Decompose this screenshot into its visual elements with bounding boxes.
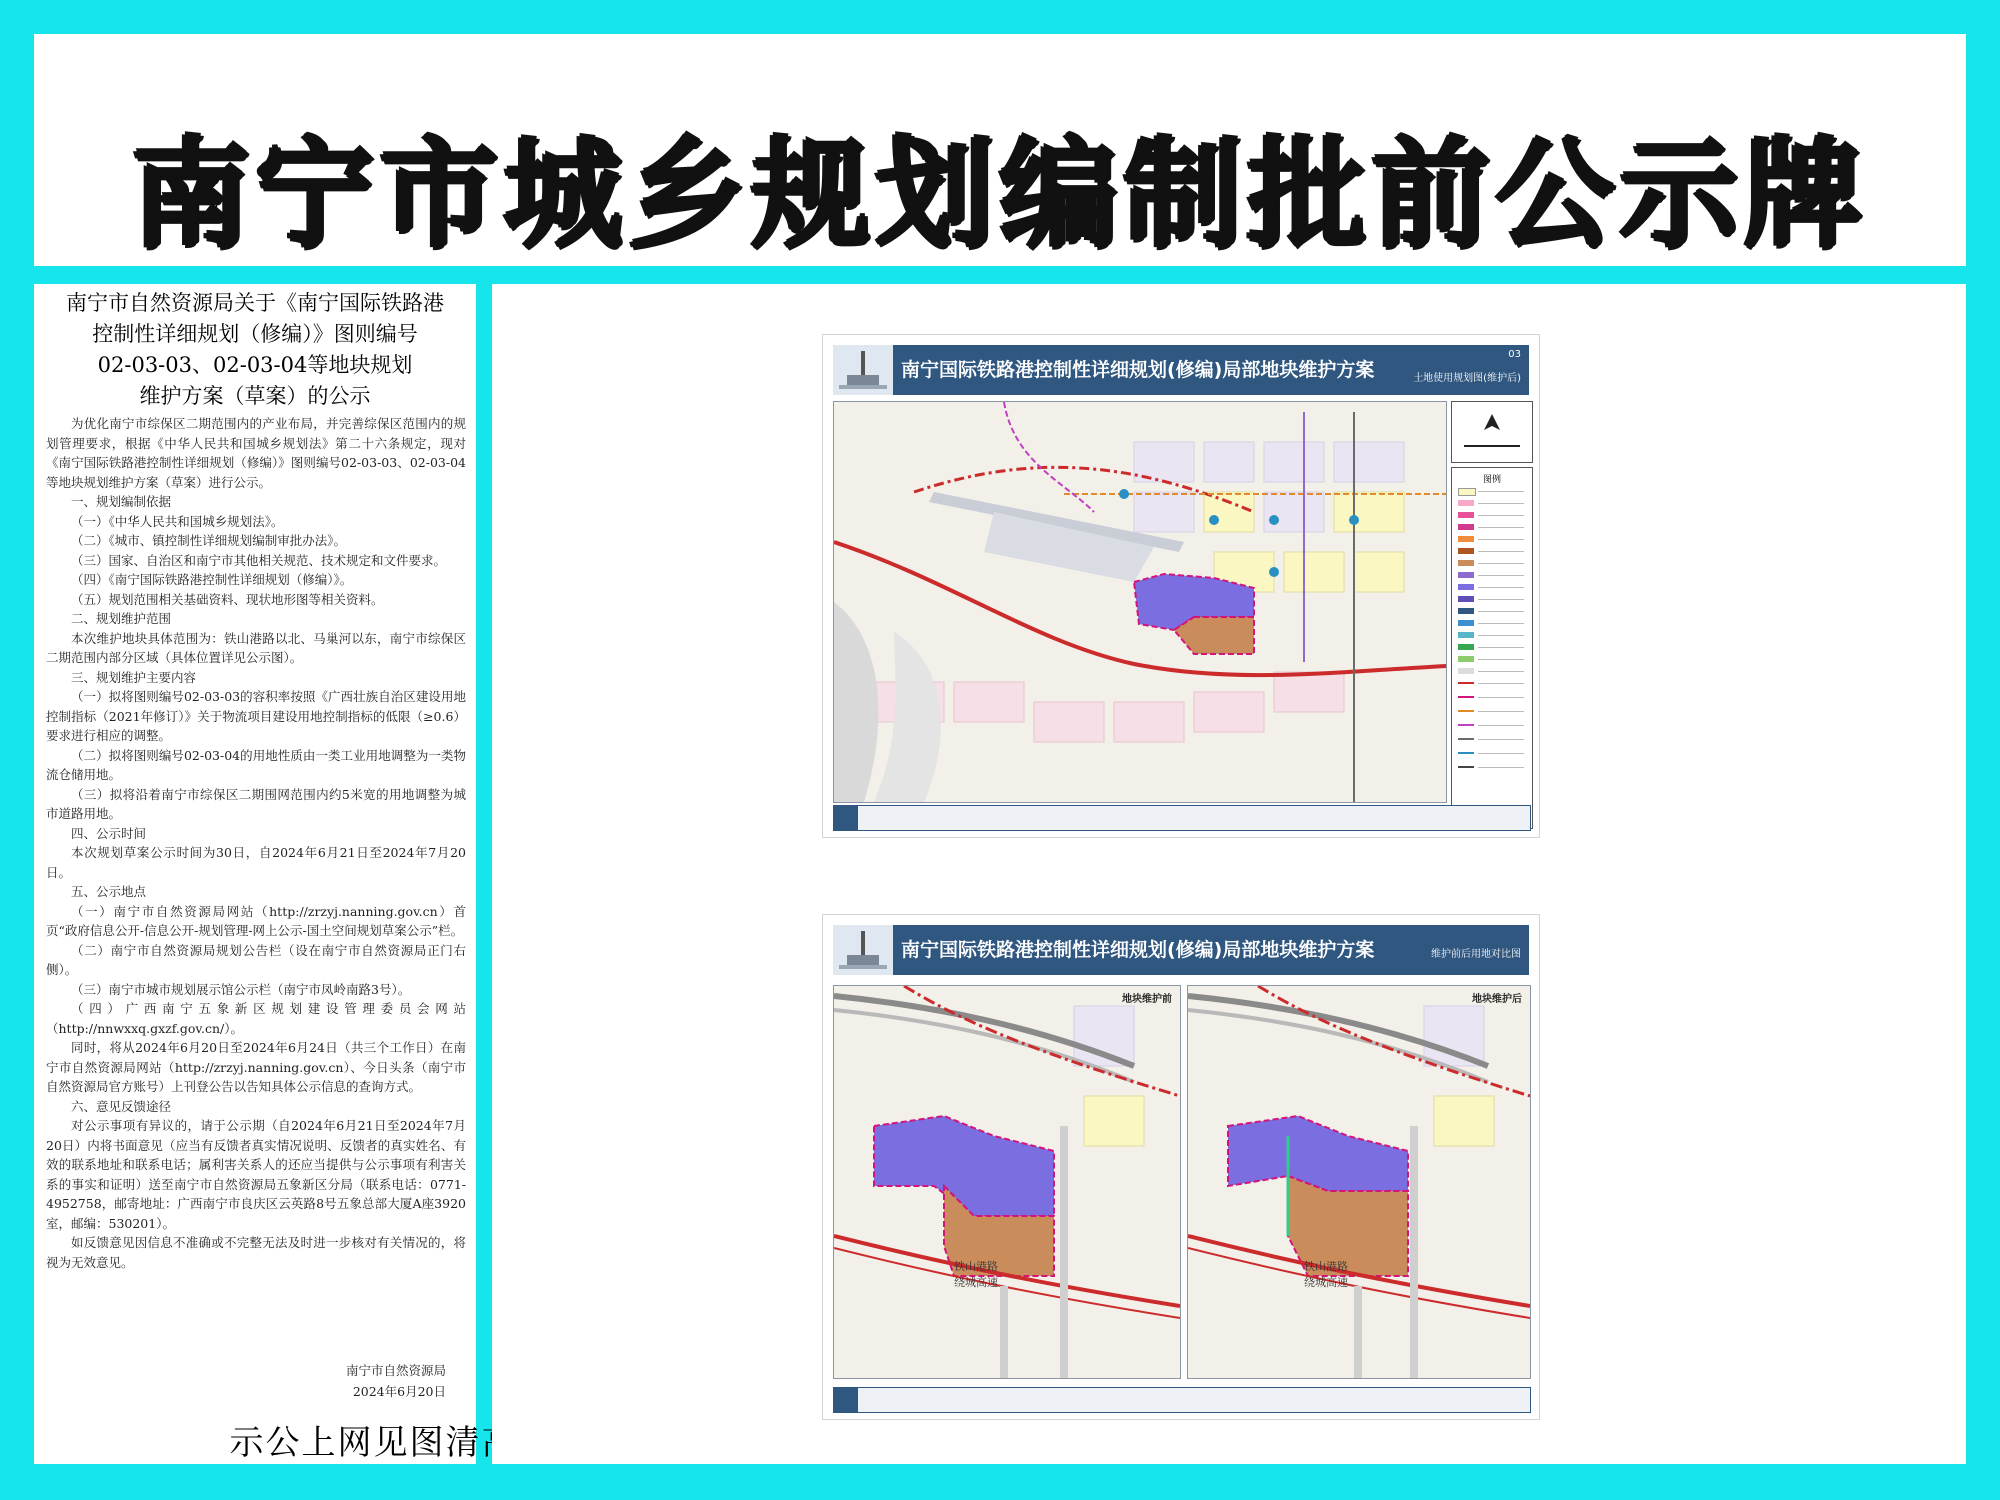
before-map	[833, 985, 1181, 1379]
sheet-subtitle: 土地使用规划图(维护后)	[1413, 373, 1521, 384]
notice-paragraph: （二）南宁市自然资源局规划公告栏（设在南宁市自然资源局正门右侧）。	[46, 942, 466, 977]
notice-paragraph: 为优化南宁市综保区二期范围内的产业布局，并完善综保区范围内的规划管理要求，根据《中华人民共和国城乡规划法》第二十六条规定，现对《南宁国际铁路港控制性详细规划（修编）》图则编号02-03-03、02-03-04等地块规划维护方案（草案）进行公示。	[46, 416, 466, 490]
legend-text-line	[1478, 551, 1524, 552]
land-use-map	[833, 401, 1447, 803]
notice-heading	[52, 288, 458, 412]
legend-text-line	[1478, 599, 1524, 600]
legend-swatch	[1458, 584, 1474, 590]
legend-swatch	[1458, 560, 1474, 566]
sheet-header	[833, 345, 1529, 395]
legend-text-line	[1478, 491, 1524, 492]
legend-text-line	[1478, 671, 1524, 672]
road-label: 绕城高速	[1304, 1276, 1348, 1289]
legend-text-line	[1478, 503, 1524, 504]
section-heading: 一、规划编制依据	[71, 494, 172, 509]
legend-text-line	[1478, 575, 1524, 576]
before-label: 地块维护前	[1122, 994, 1172, 1005]
land-use-map-sheet	[822, 334, 1540, 838]
legend-swatch	[1458, 620, 1474, 626]
notice-panel	[34, 284, 479, 1464]
notice-body	[46, 414, 466, 1272]
maps-panel	[492, 284, 1966, 1464]
compass-scale	[1451, 401, 1533, 463]
legend-text-line	[1478, 767, 1524, 768]
road-label: 绕城高速	[954, 1276, 998, 1289]
legend-swatch	[1458, 548, 1474, 554]
legend-text-line	[1478, 739, 1524, 740]
notice-paragraph: （三）拟将沿着南宁市综保区二期围网范围内约5米宽的用地调整为城市道路用地。	[46, 786, 466, 821]
legend-swatch	[1458, 572, 1474, 578]
section-heading: 二、规划维护范围	[71, 611, 172, 626]
legend-swatch	[1458, 656, 1474, 662]
legend-text-line	[1478, 683, 1524, 684]
before-map-drawing	[834, 986, 1180, 1378]
notice-paragraph: （四）广西南宁五象新区规划建设管理委员会网站（http://nnwxxq.gxzf.gov.cn/）。	[46, 1001, 466, 1036]
notice-paragraph: （二）拟将图则编号02-03-04的用地性质由一类工业用地调整为一类物流仓储用地。	[46, 747, 466, 782]
legend-text-line	[1478, 527, 1524, 528]
legend-swatch	[1458, 512, 1474, 518]
legend-text-line	[1478, 711, 1524, 712]
notice-paragraph: 如反馈意见因信息不准确或不完整无法及时进一步核对有关情况的，将视为无效意见。	[46, 1235, 466, 1270]
legend-swatch	[1458, 524, 1474, 530]
legend-swatch	[1458, 696, 1474, 698]
legend-swatch	[1458, 596, 1474, 602]
notice-paragraph: （三）国家、自治区和南宁市其他相关规范、技术规定和文件要求。	[71, 552, 447, 568]
legend-text-line	[1478, 611, 1524, 612]
sheet-footer	[833, 805, 1531, 831]
legend-swatch	[1458, 500, 1474, 506]
tower-icon	[833, 925, 893, 975]
road-label: 铁山港路	[954, 1260, 998, 1273]
legend-swatch	[1458, 682, 1474, 684]
legend-text-line	[1478, 659, 1524, 660]
legend-text-line	[1478, 725, 1524, 726]
legend-text-line	[1478, 563, 1524, 564]
after-map	[1187, 985, 1531, 1379]
sheet-number: 03	[1508, 349, 1521, 360]
section-heading: 六、意见反馈途径	[71, 1098, 172, 1114]
legend-text-line	[1478, 753, 1524, 754]
hd-online-note: 清图见网上公示	[223, 1424, 479, 1458]
board-title: 南宁市城乡规划编制批前公示牌	[131, 126, 1868, 264]
notice-heading-line: 控制性详细规划（修编）》图则编号	[92, 322, 418, 346]
notice-heading-line: 02-03-03、02-03-04等地块规划	[97, 353, 413, 377]
legend-swatch	[1458, 608, 1474, 614]
notice-paragraph: （一）南宁市自然资源局网站（http://zrzyj.nanning.gov.cn）首页“政府信息公开-信息公开-规划管理-网上公示-国土空间规划草案公示”栏。	[46, 903, 466, 938]
after-label: 地块维护后	[1472, 994, 1522, 1005]
legend-swatch	[1458, 752, 1474, 754]
notice-paragraph: （二）《城市、镇控制性详细规划编制审批办法》。	[71, 533, 347, 548]
comparison-map-sheet	[822, 914, 1540, 1420]
legend-swatch	[1458, 724, 1474, 726]
footer-block	[834, 806, 858, 830]
sheet-title: 南宁国际铁路港控制性详细规划(修编)局部地块维护方案	[901, 939, 1375, 961]
notice-paragraph: （四）《南宁国际铁路港控制性详细规划（修编）》。	[71, 572, 353, 587]
title-panel	[34, 34, 1966, 266]
north-arrow-icon	[1452, 402, 1532, 462]
notice-paragraph: （三）南宁市城市规划展示馆公示栏（南宁市凤岭南路3号）。	[71, 981, 411, 997]
notice-paragraph: 同时，将从2024年6月20日至2024年6月24日（共三个工作日）在南宁市自然资源局网站（http://zrzyj.nanning.gov.cn）、今日头条（南宁市自然资源局官方账号）上刊登公告以告知具体公示信息的查询方式。	[46, 1040, 466, 1094]
notice-heading-line: 维护方案（草案）的公示	[139, 384, 371, 408]
legend-text-line	[1478, 623, 1524, 624]
railway-port-logo	[833, 925, 893, 975]
legend-title: 图例	[1482, 475, 1501, 485]
legend-text-line	[1478, 539, 1524, 540]
notice-paragraph: 对公示事项有异议的，请于公示期（自2024年6月21日至2024年7月20日）内将书面意见（应当有反馈者真实情况说明、反馈者的真实姓名、有效的联系地址和联系电话；属利害关系人的还应当提供与公示事项有利害关系的事实和证明）送至南宁市自然资源局五象新区分局（联系电话：0771-4952758，邮寄地址：广西南宁市良庆区云英路8号五象总部大厦A座3920室，邮编：530201）。	[46, 1118, 466, 1231]
notice-paragraph: （五）规划范围相关基础资料、现状地形图等相关资料。	[71, 591, 384, 607]
tower-icon	[833, 345, 893, 395]
legend-swatch	[1458, 644, 1474, 650]
legend-text-line	[1478, 647, 1524, 648]
sheet-header	[833, 925, 1529, 975]
map-legend	[1451, 467, 1533, 829]
section-heading: 五、公示地点	[71, 884, 147, 899]
legend-swatch	[1458, 632, 1474, 638]
legend-text-line	[1478, 635, 1524, 636]
legend-swatch	[1458, 668, 1474, 674]
after-map-drawing	[1188, 986, 1530, 1378]
railway-port-logo	[833, 345, 893, 395]
notice-paragraph: 本次规划草案公示时间为30日，自2024年6月21日至2024年7月20日。	[46, 845, 466, 880]
legend-swatch	[1458, 710, 1474, 712]
section-heading: 四、公示时间	[71, 825, 147, 841]
notice-paragraph: （一）《中华人民共和国城乡规划法》。	[71, 513, 284, 529]
sheet-footer	[833, 1387, 1531, 1413]
section-heading: 三、规划维护主要内容	[71, 669, 197, 685]
legend-swatch	[1458, 536, 1474, 542]
signature-date: 2024年6月20日	[352, 1384, 446, 1399]
legend-swatch	[1458, 766, 1474, 768]
legend-text-line	[1478, 697, 1524, 698]
signature-org: 南宁市自然资源局	[345, 1363, 446, 1378]
sheet-subtitle: 维护前后用地对比图	[1431, 949, 1521, 960]
legend-text-line	[1478, 587, 1524, 588]
land-use-map-drawing	[834, 402, 1446, 802]
notice-paragraph: 本次维护地块具体范围为：铁山港路以北、马巢河以东，南宁市综保区二期范围内部分区域（具体位置详见公示图）。	[46, 630, 466, 665]
notice-heading-line: 南宁市自然资源局关于《南宁国际铁路港	[66, 291, 444, 315]
signature	[346, 1360, 446, 1402]
legend-swatch	[1458, 738, 1474, 740]
road-label: 铁山港路	[1304, 1260, 1348, 1273]
notice-paragraph: （一）拟将图则编号02-03-03的容积率按照《广西壮族自治区建设用地控制指标（2021年修订）》关于物流项目建设用地控制指标的低限（≥0.6）要求进行相应的调整。	[46, 689, 466, 743]
legend-swatch	[1458, 488, 1476, 496]
footer-block	[834, 1388, 858, 1412]
sheet-title: 南宁国际铁路港控制性详细规划(修编)局部地块维护方案	[901, 359, 1375, 381]
legend-text-line	[1478, 515, 1524, 516]
